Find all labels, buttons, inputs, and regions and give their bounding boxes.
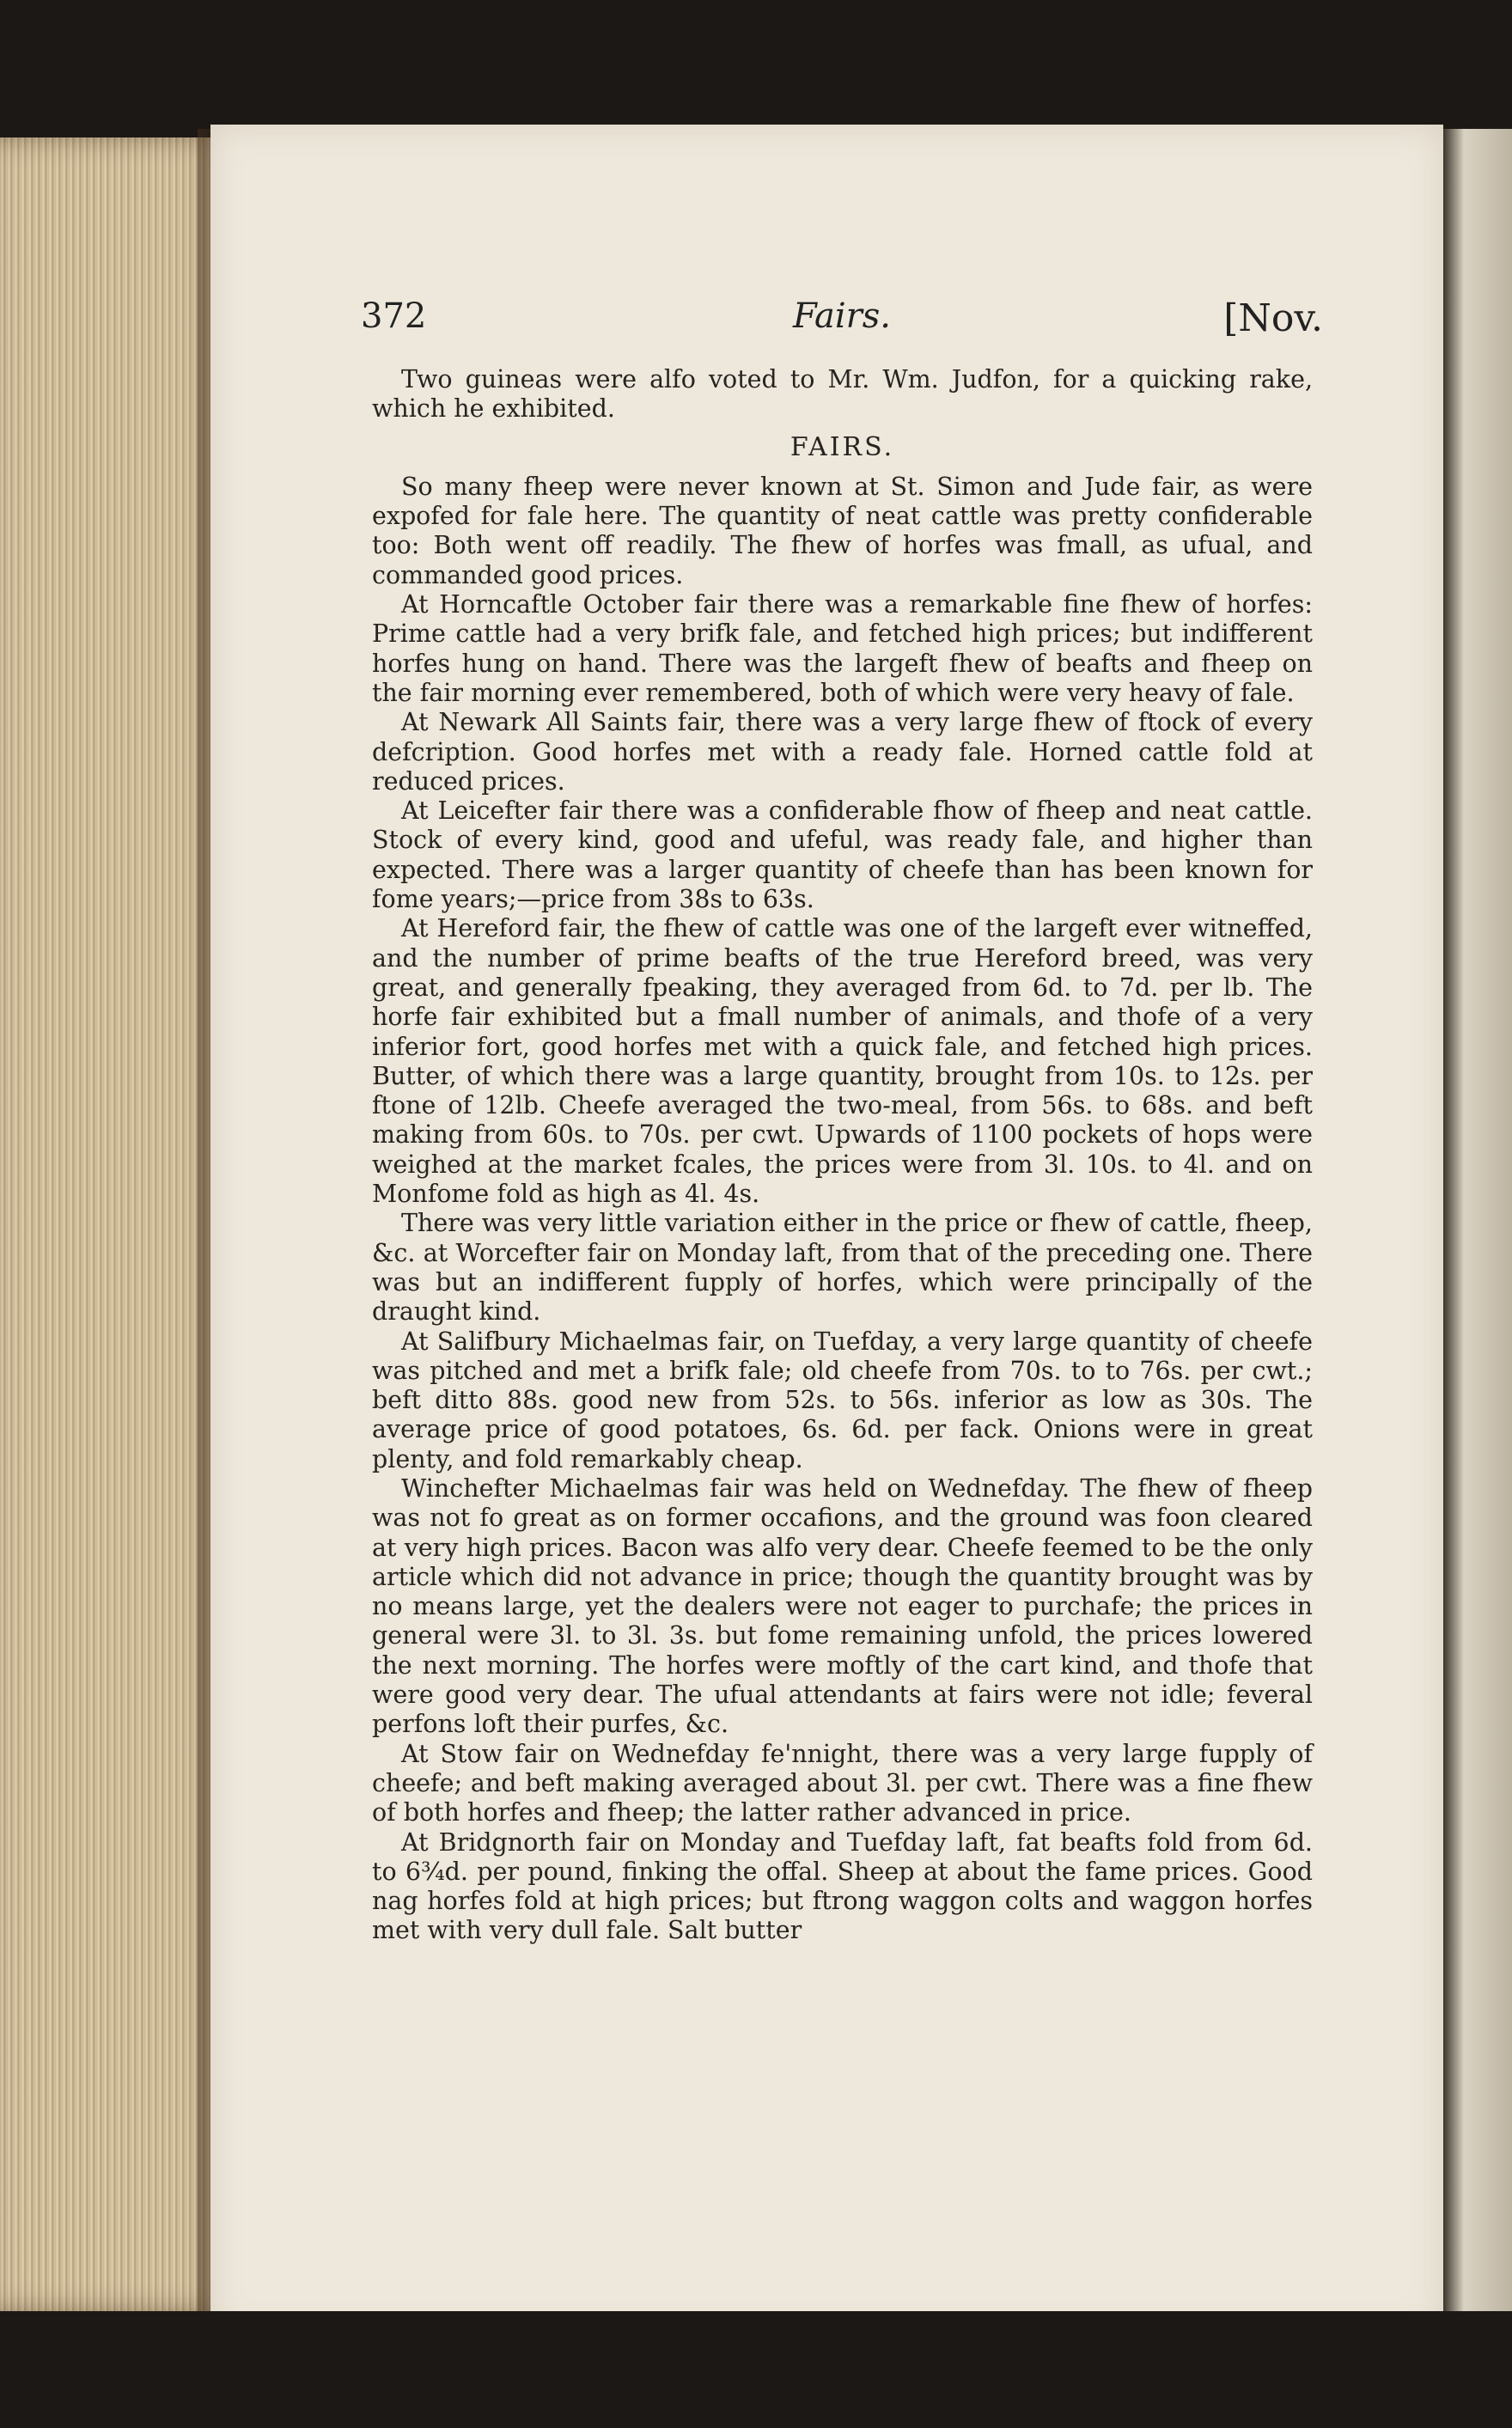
paragraph: Winchefter Michaelmas fair was held on Wednefday. The fhew of fheep was not fo great as on former occafions, and the ground was foon cleared at very high prices. Bacon was alfo very dear. Cheefe feemed to be the only article which did not advance in price; though the quantity brought was by no means large, yet the dealers were not eager to purchafe; the prices in general were 3l. to 3l. 3s. but fome remaining unfold, the prices lowered the next morning. The horfes were moftly of the cart kind, and thofe that were good very dear. The ufual attendants at fairs were not idle; feveral perfons loft their purfes, &c. [372, 1473, 1313, 1739]
intro-paragraph: Two guineas were alfo voted to Mr. Wm. Judfon, for a quicking rake, which he exhibited. [372, 365, 1313, 424]
page-header [361, 296, 1323, 348]
paragraph: There was very little variation either in the price or fhew of cattle, fheep, &c. at Worcefter fair on Monday laft, from that of the preceding one. There was but an indifferent fupply of horfes, which were principally of the draught kind. [372, 1209, 1313, 1327]
section-heading: FAIRS. [790, 431, 895, 462]
paragraph: At Salifbury Michaelmas fair, on Tuefday, a very large quantity of cheefe was pitched and met a brifk fale; old cheefe from 70s. to to 76s. per cwt.; beft ditto 88s. good new from 52s. to 56s. inferior as low as 30s. The average price of good potatoes, 6s. 6d. per fack. Onions were in great plenty, and fold remarkably cheap. [372, 1327, 1313, 1473]
running-title: Fairs. [792, 296, 892, 336]
paragraph: So many fheep were never known at St. Simon and Jude fair, as were expofed for fale here. The quantity of neat cattle was pretty confiderable too: Both went off readily. The fhew of horfes was fmall, as ufual, and commanded good prices. [372, 472, 1313, 589]
paragraph: At Stow fair on Wednefday fe'nnight, there was a very large fupply of cheefe; and beft making averaged about 3l. per cwt. There was a fine fhew of both horfes and fheep; the latter rather advanced in price. [372, 1739, 1313, 1827]
paragraph: At Horncaftle October fair there was a remarkable fine fhew of horfes: Prime cattle had a very brifk fale, and fetched high prices; but indifferent horfes hung on hand. There was the largeft fhew of beafts and fheep on the fair morning ever remembered, both of which were very heavy of fale. [372, 590, 1313, 707]
page-edges [0, 137, 225, 2311]
paragraph: At Hereford fair, the fhew of cattle was one of the largeft ever witneffed, and the number of prime beafts of the true Hereford breed, was very great, and generally fpeaking, they averaged from 6d. to 7d. per lb. The horfe fair exhibited but a fmall number of animals, and thofe of a very inferior fort, good horfes met with a quick fale, and fetched high prices. Butter, of which there was a large quantity, brought from 10s. to 12s. per ftone of 12lb. Cheefe averaged the two-meal, from 56s. to 68s. and beft making from 60s. to 70s. per cwt. Upwards of 1100 pockets of hops were weighed at the market fcales, the prices were from 3l. 10s. to 4l. and on Monfome fold as high as 4l. 4s. [372, 914, 1313, 1209]
paragraph: At Leicefter fair there was a confiderable fhow of fheep and neat cattle. Stock of every kind, good and ufeful, was ready fale, and higher than expected. There was a larger quantity of cheefe than has been known for fome years;—price from 38s to 63s. [372, 796, 1313, 914]
page-number: 372 [361, 296, 427, 336]
paragraph: At Bridgnorth fair on Monday and Tuefday laft, fat beafts fold from 6d. to 6¾d. per pound, finking the offal. Sheep at about the fame prices. Good nag horfes fold at high prices; but ftrong waggon colts and waggon horfes met with very dull fale. Salt butter [372, 1827, 1313, 1945]
paragraph: At Newark All Saints fair, there was a very large fhew of ftock of every defcription. Good horfes met with a ready fale. Horned cattle fold at reduced prices. [372, 708, 1313, 796]
background-bottom [0, 2311, 1512, 2428]
body-text [372, 365, 1313, 1946]
running-date: [Nov. [1223, 296, 1323, 340]
next-page-edge [1443, 129, 1512, 2328]
